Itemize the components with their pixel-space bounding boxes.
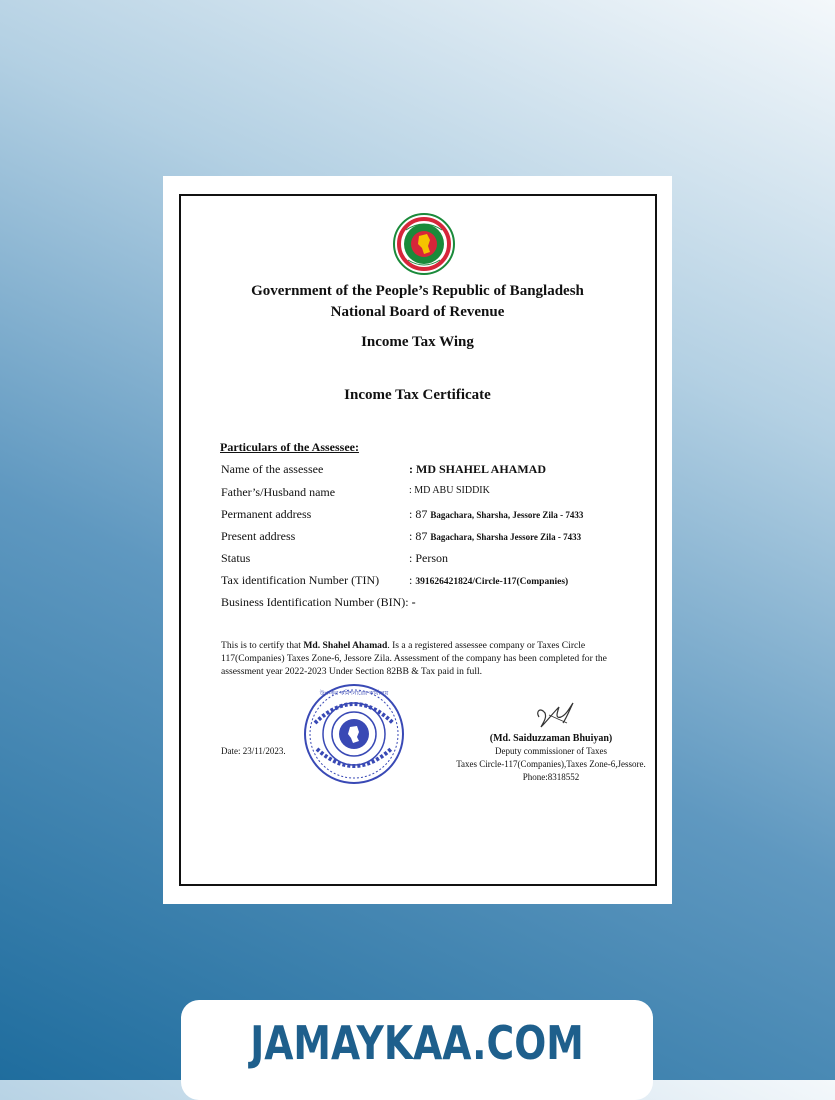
signatory-phone: Phone:8318552: [522, 772, 580, 782]
particulars-heading: Particulars of the Assessee:: [220, 440, 359, 454]
signatory-office: Taxes Circle-117(Companies),Taxes Zone-6,Jessore.: [456, 759, 646, 769]
header-board: National Board of Revenue: [330, 304, 505, 320]
field-label: Father’s/Husband name: [221, 485, 336, 499]
certificate-title: Income Tax Certificate: [344, 387, 491, 403]
field-value-prefix: : 87: [409, 507, 431, 521]
website-banner: [181, 1000, 653, 1100]
field-label: Status: [221, 551, 251, 565]
office-seal-icon: [303, 683, 405, 785]
field-row-tin: [221, 573, 641, 593]
issue-date: Date: 23/11/2023.: [221, 746, 286, 756]
field-label: Present address: [221, 529, 296, 543]
field-row-present-address: [221, 529, 641, 549]
field-value: : MD ABU SIDDIK: [409, 485, 490, 496]
field-value: : Person: [409, 551, 448, 565]
field-value: [409, 573, 568, 588]
svg-text:উপ-কর কমিশনারের কার্যালয়: উপ-কর কমিশনারের কার্যালয়: [319, 690, 389, 697]
field-label: Tax identification Number (TIN): [221, 573, 380, 587]
field-row-bin: [221, 595, 641, 615]
signature-icon: [533, 693, 578, 733]
field-value: [409, 507, 583, 522]
bangladesh-emblem-icon: [392, 212, 456, 276]
field-label: Business Identification Number (BIN): -: [221, 595, 416, 609]
certified-name: Md. Shahel Ahamad: [303, 640, 388, 651]
field-value-detail: 391626421824/Circle-117(Companies): [415, 577, 569, 587]
field-value: -: [408, 595, 416, 609]
field-label: Name of the assessee: [221, 462, 324, 476]
field-value: : MD SHAHEL AHAMAD: [409, 462, 547, 476]
certificate-paper: [163, 176, 672, 904]
header-government: Government of the People’s Republic of Bangladesh: [251, 283, 584, 299]
field-value-detail: Bagachara, Sharsha Jessore Zila - 7433: [430, 532, 582, 542]
signatory-name: (Md. Saiduzzaman Bhuiyan): [489, 733, 613, 744]
signatory-designation: Deputy commissioner of Taxes: [495, 746, 607, 756]
field-label: Permanent address: [221, 507, 312, 521]
field-row-status: [221, 551, 641, 571]
field-row-father: [221, 485, 641, 505]
signatory-block: [446, 732, 656, 784]
certification-paragraph: This is to certify that Md. Shahel Ahamad. Is a a registered assessee company or Taxes Circle 117(Companies) Taxes Zone-6, Jessore Zila. Assessment of the company has been completed for the assessment year 2022-2023 Under Section 82BB & Tax paid in full.: [221, 640, 607, 677]
field-value-prefix: :: [409, 573, 416, 587]
website-banner-text: JAMAYKAA.COM: [250, 1016, 584, 1070]
field-row-name: [221, 462, 641, 482]
field-value: [409, 529, 581, 544]
field-value-prefix: : 87: [409, 529, 431, 543]
field-value-detail: Bagachara, Sharsha, Jessore Zila - 7433: [430, 510, 584, 520]
field-row-permanent-address: [221, 507, 641, 527]
header-wing: Income Tax Wing: [361, 334, 474, 350]
